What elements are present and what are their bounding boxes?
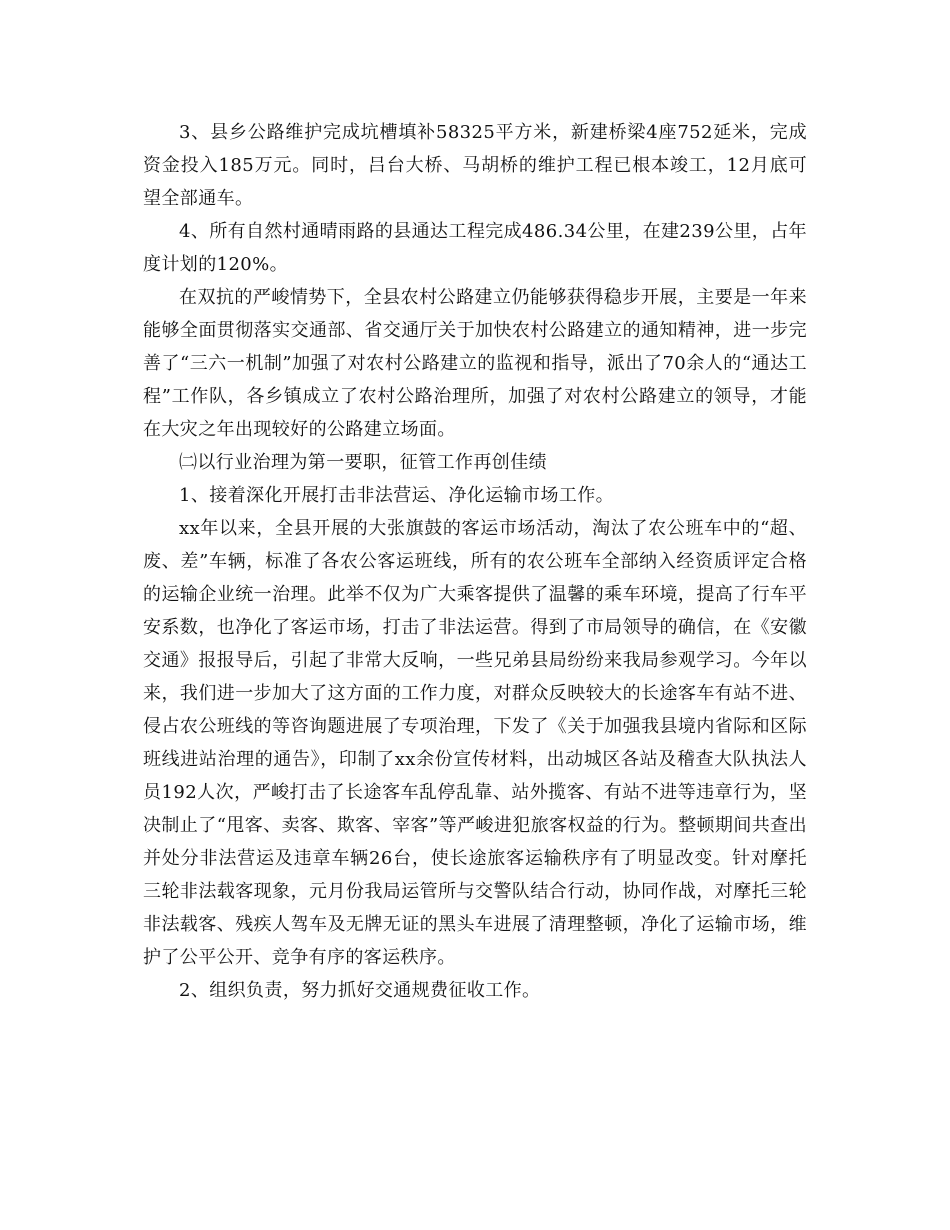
paragraph-road-maintenance: 3、县乡公路维护完成坑槽填补58325平方米，新建桥梁4座752延米，完成资金投入185万元。同时，吕台大桥、马胡桥的维护工程已根本竣工，12月底可望全部通车。 bbox=[143, 122, 807, 209]
paragraph-item-2-heading: 2、组织负责，努力抓好交通规费征收工作。 bbox=[179, 980, 541, 1001]
paragraph-item-1-heading: 1、接着深化开展打击非法营运、净化运输市场工作。 bbox=[179, 485, 615, 506]
document-body bbox=[143, 116, 807, 1007]
paragraph-passenger-market: xx年以来，全县开展的大张旗鼓的客运市场活动，淘汰了农公班车中的“超、废、差”车辆，标准了各农公客运班线，所有的农公班车全部纳入经资质评定合格的运输企业统一治理。此举不仅为广大乘客提供了温馨的乘车环境，提高了行车平安系数，也净化了客运市场，打击了非法运营。得到了市局领导的确信，在《安徽交通》报报导后，引起了非常大反响，一些兄弟县局纷纷来我局参观学习。今年以来，我们进一步加大了这方面的工作力度，对群众反映较大的长途客车有站不进、侵占农公班线的等咨询题进展了专项治理，下发了《关于加强我县境内省际和区际班线进站治理的通告》，印制了xx余份宣传材料，出动城区各站及稽查大队执法人员192人次，严峻打击了长途客车乱停乱靠、站外揽客、有站不进等违章行为，坚决制止了“甩客、卖客、欺客、宰客”等严峻进犯旅客权益的行为。整顿期间共查出并处分非法营运及违章车辆26台，使长途旅客运输秩序有了明显改变。针对摩托三轮非法载客现象，元月份我局运管所与交警队结合行动，协同作战，对摩托三轮非法载客、残疾人驾车及无牌无证的黑头车进展了清理整顿，净化了运输市场，维护了公平公开、竞争有序的客运秩序。 bbox=[143, 518, 807, 968]
paragraph-rural-road-summary: 在双抗的严峻情势下，全县农村公路建立仍能够获得稳步开展，主要是一年来能够全面贯彻落实交通部、省交通厅关于加快农村公路建立的通知精神，进一步完善了“三六一机制”加强了对农村公路建立的监视和指导，派出了70余人的“通达工程”工作队，各乡镇成立了农村公路治理所，加强了对农村公路建立的领导，才能在大灾之年出现较好的公路建立场面。 bbox=[143, 287, 807, 440]
paragraph-village-roads: 4、所有自然村通晴雨路的县通达工程完成486.34公里，在建239公里，占年度计划的120%。 bbox=[143, 221, 807, 275]
section-heading-industry-governance: ㈡以行业治理为第一要职，征管工作再创佳绩 bbox=[179, 452, 547, 473]
